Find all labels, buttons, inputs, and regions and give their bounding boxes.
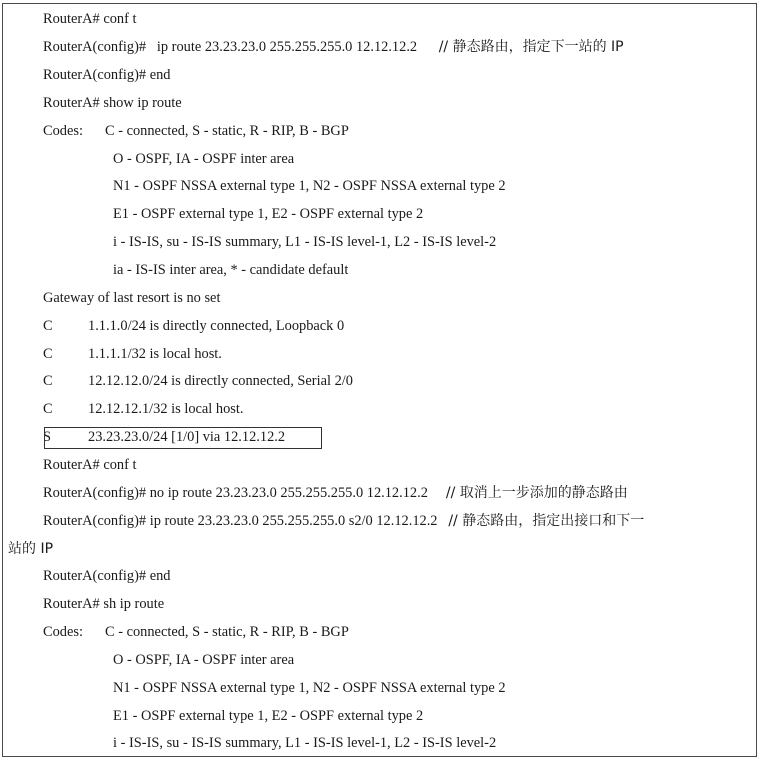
route-code: C bbox=[43, 401, 53, 417]
cli-line: RouterA(config)# ip route 23.23.23.0 255.255.255.0 12.12.12.2 // 静态路由，指定下一站的 IP bbox=[43, 39, 624, 55]
cli-line-wrap: 站的 IP bbox=[8, 541, 54, 557]
cli-line: ia - IS-IS inter area, * - candidate default bbox=[113, 262, 349, 278]
cli-line: N1 - OSPF NSSA external type 1, N2 - OSPF NSSA external type 2 bbox=[113, 680, 506, 696]
cli-line: O - OSPF, IA - OSPF inter area bbox=[113, 151, 295, 167]
cli-line: RouterA(config)# end bbox=[43, 67, 171, 83]
route-entry: C 12.12.12.1/32 is local host. bbox=[43, 396, 244, 424]
cli-line: i - IS-IS, su - IS-IS summary, L1 - IS-IS level-1, L2 - IS-IS level-2 bbox=[113, 735, 497, 751]
cli-line: RouterA(config)# no ip route 23.23.23.0 255.255.255.0 12.12.12.2 // 取消上一步添加的静态路由 bbox=[43, 485, 628, 501]
static-route-entry: S 23.23.23.0/24 [1/0] via 12.12.12.2 bbox=[43, 424, 285, 452]
route-entry: C 1.1.1.0/24 is directly connected, Loopback 0 bbox=[43, 313, 344, 341]
route-entry: C 1.1.1.1/32 is local host. bbox=[43, 341, 222, 369]
cli-line: Gateway of last resort is no set bbox=[43, 290, 221, 306]
cli-comment: // 取消上一步添加的静态路由 bbox=[445, 485, 628, 501]
cli-listing-frame bbox=[2, 3, 757, 757]
cli-line: RouterA# conf t bbox=[43, 457, 137, 473]
cli-line: RouterA(config)# end bbox=[43, 568, 171, 584]
cli-comment: // 静态路由，指定下一站的 IP bbox=[438, 39, 624, 55]
cli-line: RouterA# sh ip route bbox=[43, 596, 165, 612]
cli-comment: // 静态路由，指定出接口和下一 bbox=[448, 513, 645, 529]
cli-line: Codes: C - connected, S - static, R - RIP, B - BGP bbox=[43, 118, 349, 146]
cli-line: N1 - OSPF NSSA external type 1, N2 - OSPF NSSA external type 2 bbox=[113, 178, 506, 194]
route-code: C bbox=[43, 318, 53, 334]
cli-line: E1 - OSPF external type 1, E2 - OSPF external type 2 bbox=[113, 708, 424, 724]
cli-line: RouterA# show ip route bbox=[43, 95, 182, 111]
cli-line: i - IS-IS, su - IS-IS summary, L1 - IS-IS level-1, L2 - IS-IS level-2 bbox=[113, 234, 497, 250]
route-code: C bbox=[43, 346, 53, 362]
route-code: S bbox=[43, 429, 52, 445]
codes-label: Codes: bbox=[43, 123, 83, 139]
route-code: C bbox=[43, 373, 53, 389]
cli-line: E1 - OSPF external type 1, E2 - OSPF external type 2 bbox=[113, 206, 424, 222]
cli-line: RouterA# conf t bbox=[43, 11, 137, 27]
route-entry: C 12.12.12.0/24 is directly connected, Serial 2/0 bbox=[43, 368, 353, 396]
codes-label: Codes: bbox=[43, 624, 83, 640]
cli-line: O - OSPF, IA - OSPF inter area bbox=[113, 652, 295, 668]
cli-line: Codes: C - connected, S - static, R - RIP, B - BGP bbox=[43, 619, 349, 647]
cli-line: RouterA(config)# ip route 23.23.23.0 255.255.255.0 s2/0 12.12.12.2 // 静态路由，指定出接口和下一 bbox=[43, 513, 645, 529]
